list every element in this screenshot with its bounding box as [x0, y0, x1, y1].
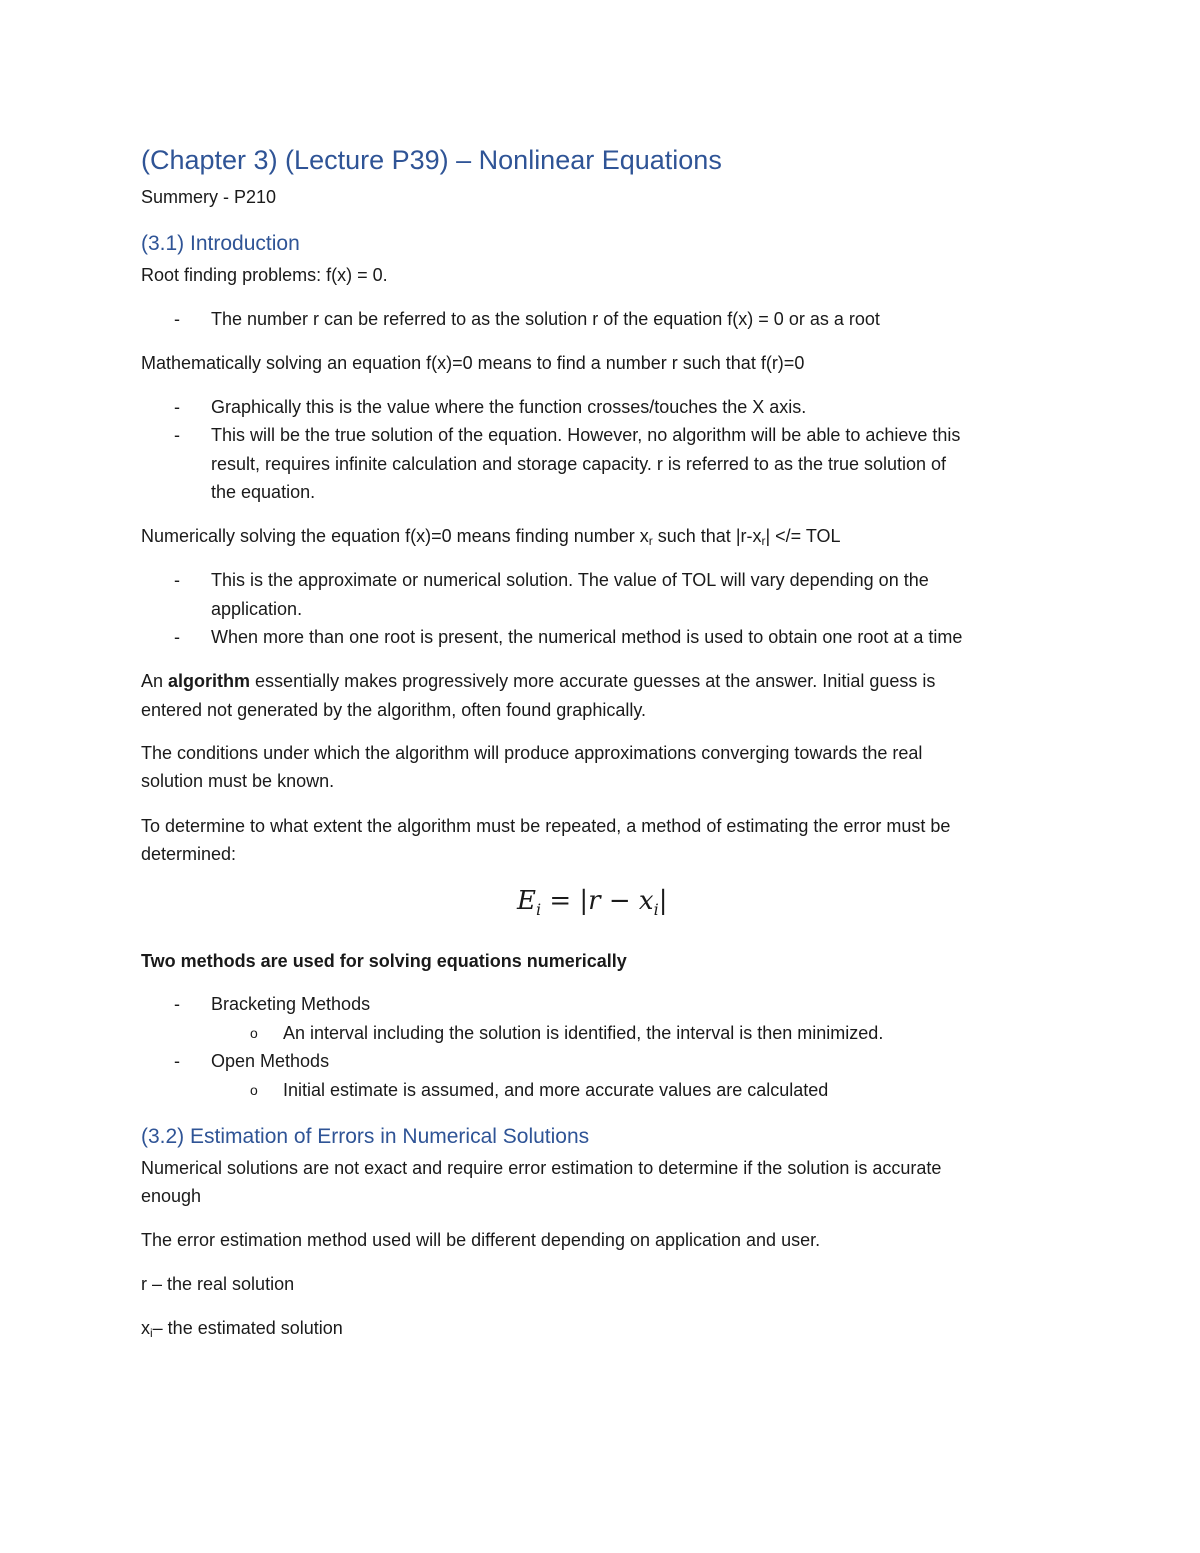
bullet-true-solution-line-2: result, requires infinite calculation and storage capacity. r is referred to as the true solution of: [211, 454, 947, 474]
circle-bullet-marker: o: [250, 1082, 258, 1098]
algorithm-text-line-2: entered not generated by the algorithm, often found graphically.: [141, 700, 647, 720]
dash-bullet-marker: -: [174, 627, 180, 647]
section-heading-introduction: (3.1) Introduction: [141, 232, 300, 255]
numerical-solutions-line-2: enough: [141, 1186, 202, 1206]
page-title: (Chapter 3) (Lecture P39) – Nonlinear Equations: [141, 145, 722, 175]
error-equation: $E_i = |r - x_i|$: [517, 886, 668, 920]
bullet-multiple-roots: When more than one root is present, the numerical method is used to obtain one root at a time: [211, 627, 963, 647]
numeric-solving-text: Numerically solving the equation f(x)=0 means finding number $x_r$ such that $|r-x_r|$ </= TOL: [141, 526, 841, 548]
real-solution-definition: r – the real solution: [141, 1274, 295, 1294]
determine-text-line-2: determined:: [141, 844, 237, 864]
circle-bullet-marker: o: [250, 1025, 258, 1041]
dash-bullet-marker: -: [174, 570, 180, 590]
root-problems-text: Root finding problems: f(x) = 0.: [141, 265, 388, 285]
dash-bullet-marker: -: [174, 397, 180, 417]
bullet-approximate-line-2: application.: [211, 599, 303, 619]
bullet-root-definition: The number r can be referred to as the solution r of the equation f(x) = 0 or as a root: [211, 309, 880, 329]
bullet-true-solution-line-3: the equation.: [211, 482, 316, 502]
estimated-solution-definition: $x_i-$ the estimated solution: [141, 1318, 343, 1340]
bullet-bracketing-methods: Bracketing Methods: [211, 994, 371, 1014]
bracketing-description: An interval including the solution is identified, the interval is then minimized.: [283, 1023, 884, 1043]
dash-bullet-marker: -: [174, 309, 180, 329]
section-heading-estimation-of-errors: (3.2) Estimation of Errors in Numerical Solutions: [141, 1125, 590, 1148]
bullet-true-solution-line-1: This will be the true solution of the equation. However, no algorithm will be able to achieve this: [211, 425, 961, 445]
determine-text-line-1: To determine to what extent the algorithm must be repeated, a method of estimating the error must be: [141, 816, 951, 836]
bullet-open-methods: Open Methods: [211, 1051, 330, 1071]
bullet-graphical: Graphically this is the value where the function crosses/touches the X axis.: [211, 397, 807, 417]
conditions-text-line-2: solution must be known.: [141, 771, 335, 791]
bullet-approximate-line-1: This is the approximate or numerical solution. The value of TOL will vary depending on the: [211, 570, 929, 590]
open-methods-description: Initial estimate is assumed, and more accurate values are calculated: [283, 1080, 829, 1100]
numerical-solutions-line-1: Numerical solutions are not exact and require error estimation to determine if the solution is accurate: [141, 1158, 942, 1178]
dash-bullet-marker: -: [174, 425, 180, 445]
dash-bullet-marker: -: [174, 1051, 180, 1071]
algorithm-text-line-1: An algorithm essentially makes progressively more accurate guesses at the answer. Initial guess is: [141, 671, 936, 691]
dash-bullet-marker: -: [174, 994, 180, 1014]
two-methods-heading: Two methods are used for solving equations numerically: [141, 951, 627, 971]
error-method-text: The error estimation method used will be different depending on application and user.: [141, 1230, 821, 1250]
math-solving-text: Mathematically solving an equation f(x)=0 means to find a number r such that f(r)=0: [141, 353, 805, 373]
conditions-text-line-1: The conditions under which the algorithm will produce approximations converging towards the real: [141, 743, 923, 763]
page-subtitle: Summery - P210: [141, 187, 277, 207]
